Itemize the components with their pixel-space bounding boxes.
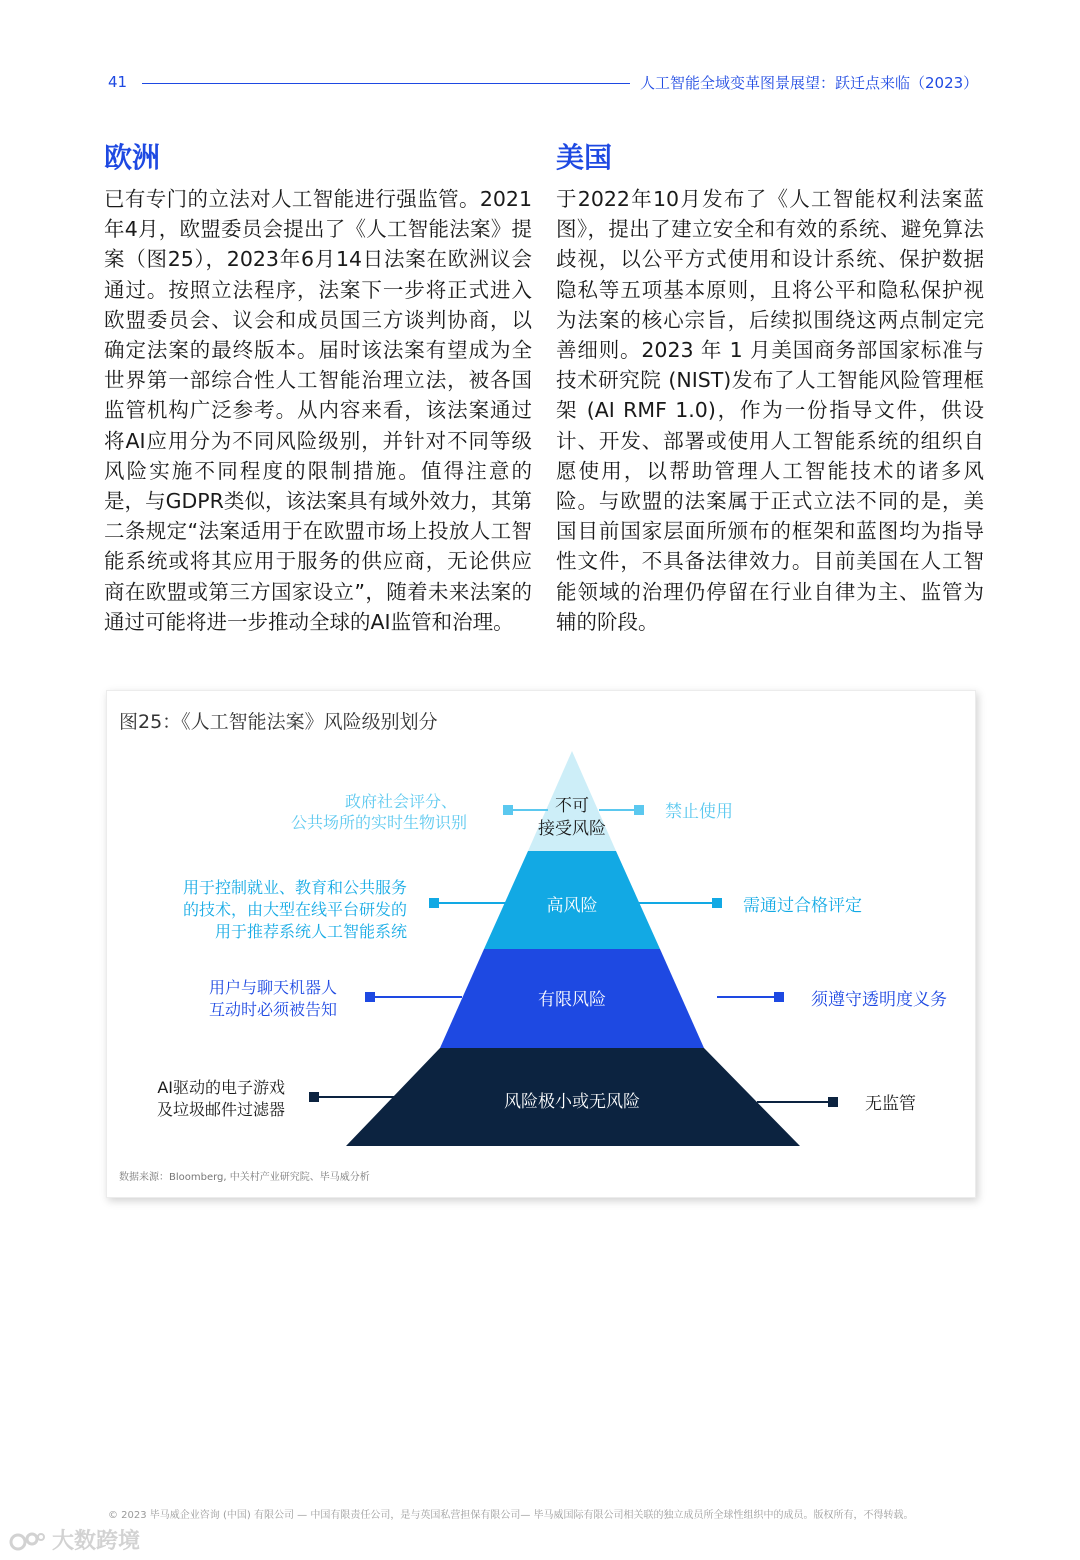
tier-minimal-label: 风险极小或无风险 — [504, 1092, 640, 1112]
tier-high-label: 高风险 — [546, 896, 598, 916]
examples-unacceptable-1: 政府社会评分、 — [344, 792, 457, 811]
examples-limited-1: 用户与聊天机器人 — [208, 978, 337, 997]
marker-right-minimal — [828, 1097, 838, 1107]
usa-heading: 美国 — [556, 141, 613, 174]
marker-left-unacceptable — [503, 805, 513, 815]
tier-unacceptable-label-2: 接受风险 — [538, 819, 606, 839]
examples-minimal-2: 及垃圾邮件过滤器 — [156, 1100, 285, 1119]
marker-left-limited — [365, 992, 375, 1002]
marker-right-high — [712, 898, 722, 908]
europe-heading: 欧洲 — [104, 141, 161, 174]
figure-source: 数据来源：Bloomberg, 中关村产业研究院、毕马威分析 — [119, 1172, 370, 1183]
copyright-notice: © 2023 毕马威企业咨询 (中国) 有限公司 — 中国有限责任公司，是与英国私营担保有限公司— 毕马威国际有限公司相关联的独立成员所全球性组织中的成员。版权所有，不得转载。 — [108, 1510, 914, 1521]
marker-left-minimal — [309, 1092, 319, 1102]
figure-title: 图25：《人工智能法案》风险级别划分 — [119, 711, 438, 733]
usa-section — [556, 138, 984, 637]
marker-right-unacceptable — [634, 805, 644, 815]
risk-pyramid-figure — [106, 690, 976, 1198]
europe-section — [104, 138, 532, 637]
examples-high-3: 用于推荐系统人工智能系统 — [214, 922, 407, 941]
requirement-high: 需通过合格评定 — [743, 896, 862, 916]
examples-high-2: 的技术，由大型在线平台研发的 — [182, 900, 407, 919]
page-number: 41 — [108, 73, 128, 91]
europe-body: 已有专门的立法对人工智能进行强监管。2021年4月，欧盟委员会提出了《人工智能法案》提案（图25），2023年6月14日法案在欧洲议会通过。按照立法程序，法案下一步将正式进入欧盟委员会、议会和成员国三方谈判协商，以确定法案的最终版本。届时该法案有望成为全世界第一部综合性人工智能治理立法，被各国监管机构广泛参考。从内容来看，该法案通过将AI应用分为不同风险级别，并针对不同等级风险实施不同程度的限制措施。值得注意的是，与GDPR类似，该法案具有域外效力，其第二条规定“法案适用于在欧盟市场上投放人工智能系统或将其应用于服务的供应商，无论供应商在欧盟或第三方国家设立”，随着未来法案的通过可能将进一步推动全球的AI监管和治理。 — [104, 187, 532, 634]
tier-limited-label: 有限风险 — [538, 990, 606, 1010]
usa-body: 于2022年10月发布了《人工智能权利法案蓝图》，提出了建立安全和有效的系统、避免算法歧视，以公平方式使用和设计系统、保护数据隐私等五项基本原则，且将公平和隐私保护视为法案的核心宗旨，后续拟围绕这两点制定完善细则。2023 年 1 月美国商务部国家标准与技术研究院 (NIST)发布了人工智能风险管理框架 (AI RMF 1.0)，作为一份指导文件，供设计、开发、部署或使用人工智能系统的组织自愿使用，以帮助管理人工智能技术的诸多风险。与欧盟的法案属于正式立法不同的是，美国目前国家层面所颁布的框架和蓝图均为指导性文件，不具备法律效力。目前美国在人工智能领域的治理仍停留在行业自律为主、监管为辅的阶段。 — [556, 187, 984, 634]
requirement-minimal: 无监管 — [865, 1094, 916, 1114]
examples-limited-2: 互动时必须被告知 — [208, 1000, 337, 1019]
requirement-unacceptable: 禁止使用 — [665, 802, 733, 822]
watermark-logo-icon — [8, 1529, 48, 1555]
watermark — [8, 1524, 140, 1555]
report-title: 人工智能全域变革图景展望：跃迁点来临（2023） — [640, 74, 979, 92]
examples-high-1: 用于控制就业、教育和公共服务 — [182, 878, 407, 897]
examples-unacceptable-2: 公共场所的实时生物识别 — [290, 813, 467, 832]
watermark-text: 大数跨境 — [52, 1529, 141, 1554]
marker-left-high — [429, 898, 439, 908]
examples-minimal-1: AI驱动的电子游戏 — [157, 1078, 285, 1097]
tier-unacceptable-label-1: 不可 — [555, 796, 589, 816]
header-divider — [142, 83, 630, 84]
risk-pyramid-diagram — [107, 691, 975, 1197]
page-header — [0, 0, 1080, 110]
requirement-limited: 须遵守透明度义务 — [811, 990, 947, 1010]
marker-right-limited — [774, 992, 784, 1002]
